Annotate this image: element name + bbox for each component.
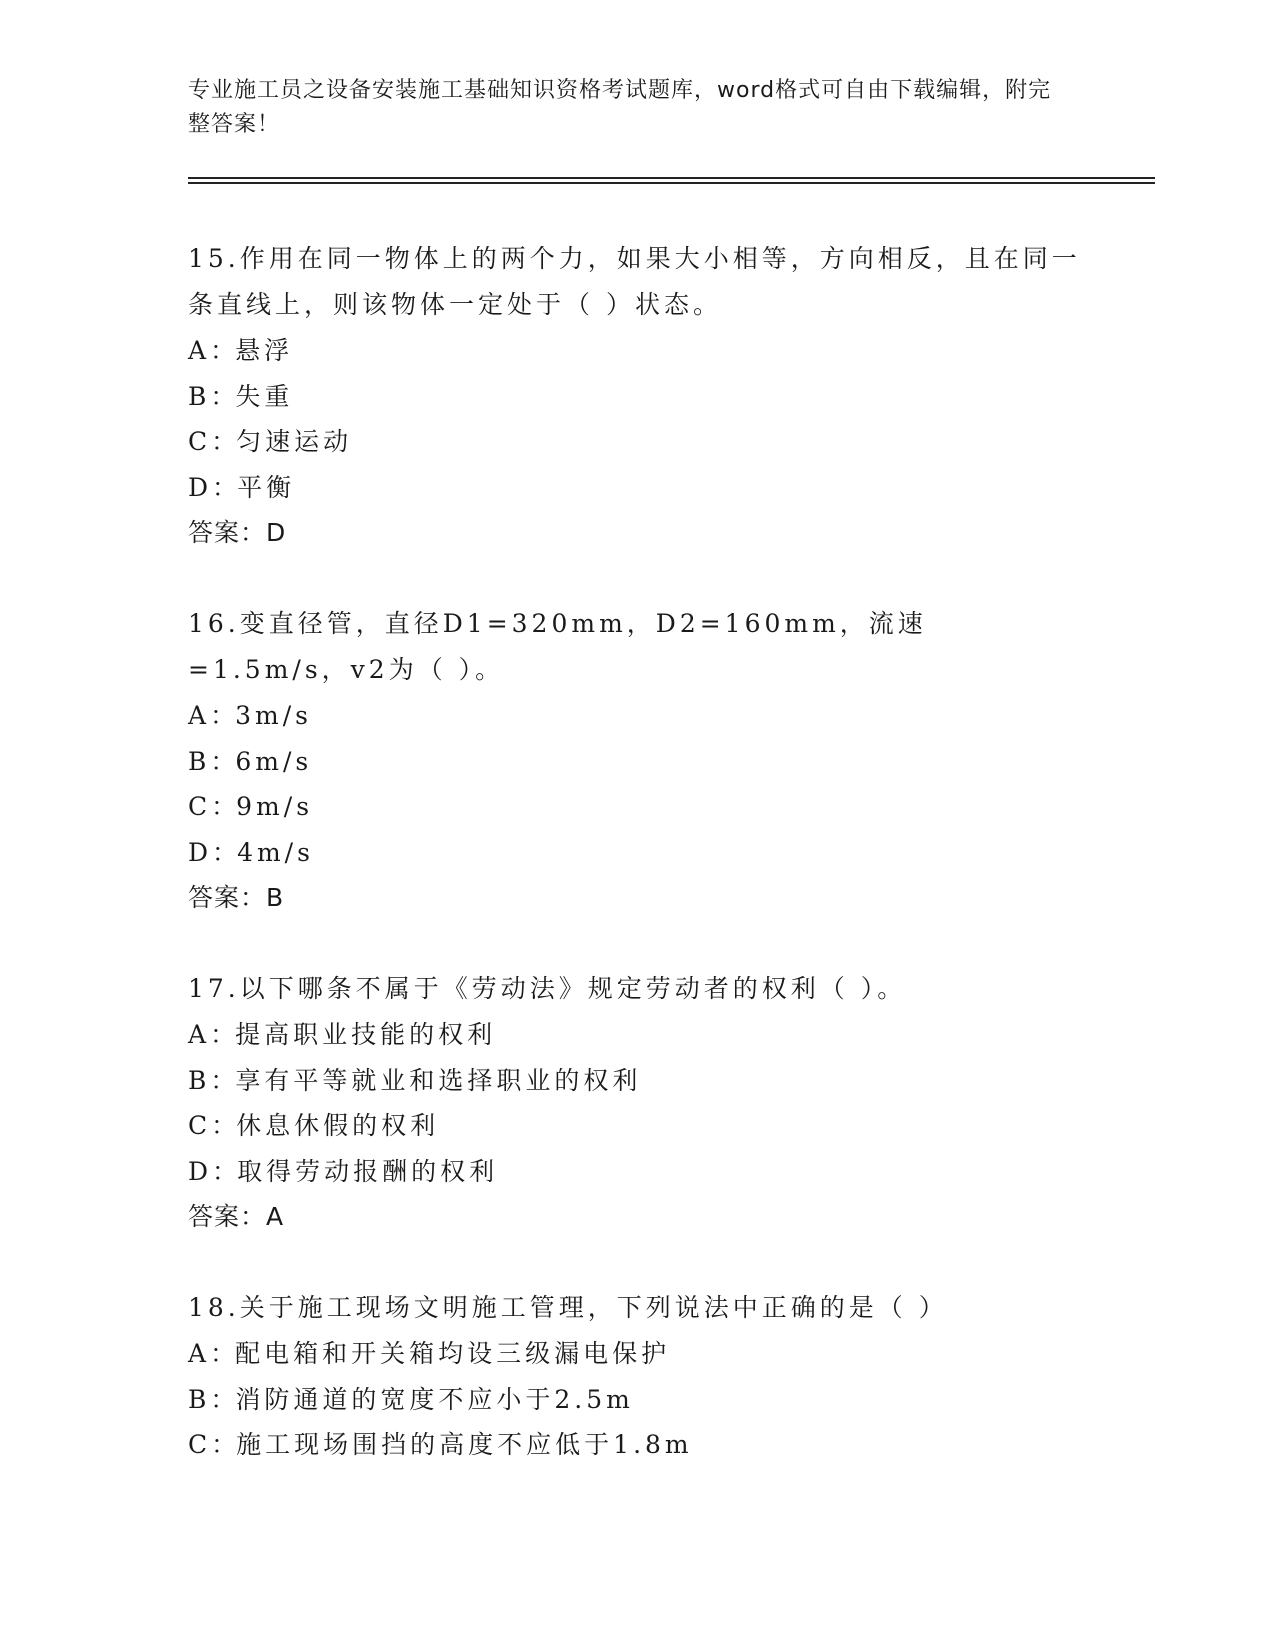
option-letter: B xyxy=(188,1065,211,1095)
answer-line xyxy=(188,510,1088,556)
option-text: 3m/s xyxy=(235,701,312,730)
answer-value: B xyxy=(266,883,285,912)
option-letter: B xyxy=(188,381,211,411)
option-a: A：配电箱和开关箱均设三级漏电保护 xyxy=(188,1339,671,1368)
option-a: A：提高职业技能的权利 xyxy=(188,1020,497,1049)
option-letter: A xyxy=(188,336,211,365)
option-text: 6m/s xyxy=(235,746,313,776)
option-text: 4m/s xyxy=(237,837,314,867)
option-a: A：3m/s xyxy=(188,701,312,730)
answer-label: 答案： xyxy=(188,518,267,547)
question-list xyxy=(188,236,1088,1513)
option-letter: C xyxy=(188,1111,212,1140)
option-text: 施工现场围挡的高度不应低于1.8m xyxy=(236,1430,693,1459)
option-text: 配电箱和开关箱均设三级漏电保护 xyxy=(235,1339,671,1368)
answer-label: 答案： xyxy=(188,883,267,912)
option-text: 提高职业技能的权利 xyxy=(235,1020,497,1049)
option-d: D：4m/s xyxy=(188,837,314,867)
header-divider-bottom xyxy=(188,182,1155,184)
option-letter: D xyxy=(188,837,213,867)
option-text: 悬浮 xyxy=(235,336,294,365)
question-17 xyxy=(188,966,1088,1240)
option-c: C：施工现场围挡的高度不应低于1.8m xyxy=(188,1430,693,1459)
option-letter: A xyxy=(188,1339,211,1368)
option-b: B：6m/s xyxy=(188,746,313,776)
option-letter: C xyxy=(188,792,212,821)
option-text: 享有平等就业和选择职业的权利 xyxy=(235,1065,642,1095)
answer-label: 答案： xyxy=(188,1202,267,1231)
option-c: C：9m/s xyxy=(188,792,314,821)
answer-value: D xyxy=(266,518,287,547)
question-stem: 16.变直径管，直径D1=320mm，D2=160mm，流速=1.5m/s，v2为（ ）。 xyxy=(188,609,927,684)
option-text: 休息休假的权利 xyxy=(236,1111,440,1140)
option-text: 匀速运动 xyxy=(236,427,353,456)
option-d: D：取得劳动报酬的权利 xyxy=(188,1156,499,1186)
option-b: B：享有平等就业和选择职业的权利 xyxy=(188,1065,642,1095)
option-letter: A xyxy=(188,701,211,730)
option-letter: C xyxy=(188,1430,212,1459)
option-b: B：消防通道的宽度不应小于2.5m xyxy=(188,1384,634,1414)
answer-line xyxy=(188,1194,1088,1240)
option-b: B：失重 xyxy=(188,381,294,411)
answer-line xyxy=(188,875,1088,921)
document-header: 专业施工员之设备安装施工基础知识资格考试题库，word格式可自由下载编辑，附完整答案！ xyxy=(188,78,1052,137)
question-stem: 17.以下哪条不属于《劳动法》规定劳动者的权利（ ）。 xyxy=(188,974,907,1003)
header-divider-top xyxy=(188,177,1155,179)
question-stem: 15.作用在同一物体上的两个力，如果大小相等，方向相反，且在同一条直线上，则该物体一定处于（ ）状态。 xyxy=(188,244,1081,319)
option-letter: B xyxy=(188,1384,211,1414)
option-c: C：休息休假的权利 xyxy=(188,1111,440,1140)
option-letter: D xyxy=(188,472,213,502)
option-c: C：匀速运动 xyxy=(188,427,353,456)
option-a: A：悬浮 xyxy=(188,336,294,365)
option-text: 9m/s xyxy=(236,792,314,821)
option-letter: D xyxy=(188,1156,213,1186)
question-18 xyxy=(188,1285,1088,1468)
option-d: D：平衡 xyxy=(188,472,296,502)
question-16 xyxy=(188,601,1088,921)
option-letter: C xyxy=(188,427,212,456)
answer-value: A xyxy=(266,1202,285,1231)
option-text: 失重 xyxy=(235,381,294,411)
option-text: 取得劳动报酬的权利 xyxy=(237,1156,499,1186)
question-15 xyxy=(188,236,1088,556)
option-letter: B xyxy=(188,746,211,776)
option-text: 平衡 xyxy=(237,472,296,502)
option-text: 消防通道的宽度不应小于2.5m xyxy=(235,1384,634,1414)
question-stem: 18.关于施工现场文明施工管理，下列说法中正确的是（ ） xyxy=(188,1293,948,1322)
option-letter: A xyxy=(188,1020,211,1049)
